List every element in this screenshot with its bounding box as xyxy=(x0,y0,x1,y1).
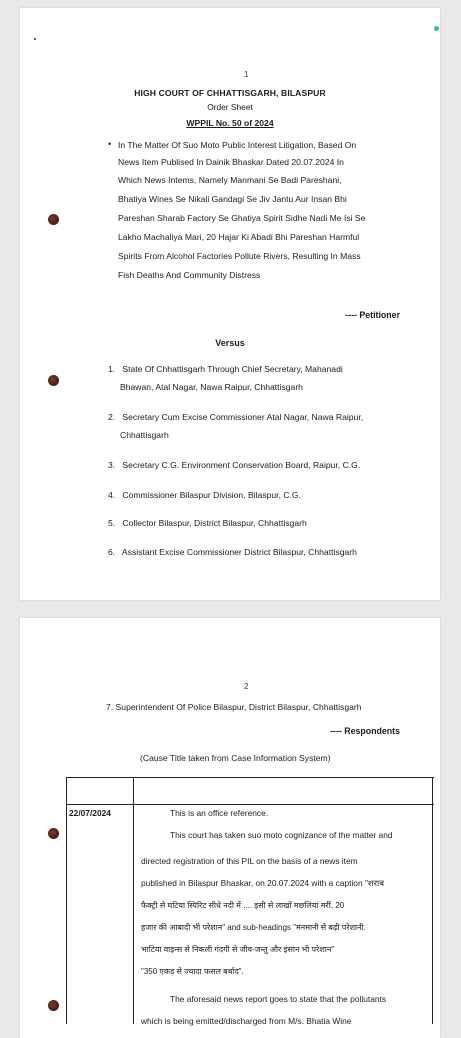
respondent-item: 3. Secretary C.G. Environment Conservation Board, Raipur, C.G. xyxy=(108,460,361,470)
respondent-item: 4. Commissioner Bilaspur Division, Bilaspur, C.G. xyxy=(108,490,302,500)
order-line: The aforesaid news report goes to state that the pollutants xyxy=(170,994,387,1004)
order-date: 22/07/2024 xyxy=(69,808,111,818)
order-line: भाटिया वाइन्स से निकली गंदगी से जीव-जन्तु और इंसान भी परेशान" xyxy=(141,945,335,954)
punch-hole xyxy=(48,375,59,386)
matter-line: In The Matter Of Suo Moto Public Interest Litigation, Based On xyxy=(118,140,357,150)
matter-line: News Item Publised In Dainik Bhaskar Dated 20.07.2024 In xyxy=(118,157,344,167)
order-line: फैक्ट्री से घटिया स्पिरिट सीधे नदी में .... इसी से लाखों मछलियां मरीं, 20 xyxy=(141,901,345,910)
respondent-item: 2. Secretary Cum Excise Commissioner Atal Nagar, Nawa Raipur, xyxy=(108,412,364,422)
court-heading: HIGH COURT OF CHHATTISGARH, BILASPUR xyxy=(134,88,326,98)
order-line: published in Bilaspur Bhaskar, on 20.07.2024 with a caption "शराब xyxy=(141,878,384,888)
order-line: This court has taken suo moto cognizance of the matter and xyxy=(170,830,393,840)
respondent-item: 1. State Of Chhattisgarh Through Chief Secretary, Mahanadi xyxy=(108,364,343,374)
table-right-border xyxy=(432,777,433,1024)
order-line: directed registration of this PIL on the basis of a news item xyxy=(141,856,358,866)
punch-hole xyxy=(48,828,59,839)
respondent-item: 7. Superintendent Of Police Bilaspur, District Bilaspur, Chhattisgarh xyxy=(106,702,362,712)
petitioner-label: ---- Petitioner xyxy=(345,310,400,320)
scan-speck xyxy=(34,38,36,40)
punch-hole xyxy=(48,214,59,225)
versus-heading: Versus xyxy=(215,338,245,348)
matter-line: Spirits From Alcohol Factories Pollute Rivers, Resulting In Mass xyxy=(118,251,361,261)
matter-line: Pareshan Sharab Factory Se Ghatiya Spirit Sidhe Nadi Me Isi Se xyxy=(118,213,366,223)
table-left-border xyxy=(66,777,67,1024)
table-top-border xyxy=(66,777,434,778)
bullet-icon: • xyxy=(108,139,112,149)
respondent-item: 5. Collector Bilaspur, District Bilaspur, Chhattisgarh xyxy=(108,518,307,528)
case-number: WPPIL No. 50 of 2024 xyxy=(186,118,274,128)
order-line: "350 एकड़ से ज्यादा फसल बर्बाद". xyxy=(141,967,244,976)
cause-title-note: (Cause Title taken from Case Information System) xyxy=(140,753,331,763)
respondents-label: ---- Respondents xyxy=(330,726,400,736)
respondent-item: 6. Assistant Excise Commissioner District Bilaspur, Chhattisgarh xyxy=(108,547,357,557)
table-column-divider xyxy=(133,777,134,1024)
order-line: हजार की आबादी भी परेशान" and sub-headings "मनमानी से बढ़ी परेशानी. xyxy=(141,923,366,932)
page-number: 1 xyxy=(244,70,249,79)
status-dot xyxy=(434,26,439,31)
matter-line: Bhatiya Wines Se Nikali Gandagi Se Jiv Jantu Aur Insan Bhi xyxy=(118,194,347,204)
office-reference: This is an office reference. xyxy=(170,808,269,818)
punch-hole xyxy=(48,1000,59,1011)
respondent-item-cont: Bhawan, Atal Nagar, Nawa Raipur, Chhattisgarh xyxy=(120,382,303,392)
page-number: 2 xyxy=(244,682,249,691)
order-line: which is being emitted/discharged from M/s. Bhatia Wine xyxy=(141,1016,352,1026)
table-row-border xyxy=(66,804,434,805)
matter-line: Lakho Machaliya Mari, 20 Hajar Ki Abadi Bhi Pareshan Harmful xyxy=(118,232,360,242)
matter-line: Fish Deaths And Community Distress xyxy=(118,270,261,280)
respondent-item-cont: Chhattisgarh xyxy=(120,430,169,440)
order-sheet-title: Order Sheet xyxy=(207,102,253,112)
matter-line: Which News Intems, Namely Manmani Se Badi Pareshani, xyxy=(118,175,342,185)
document-page-1 xyxy=(20,8,440,600)
